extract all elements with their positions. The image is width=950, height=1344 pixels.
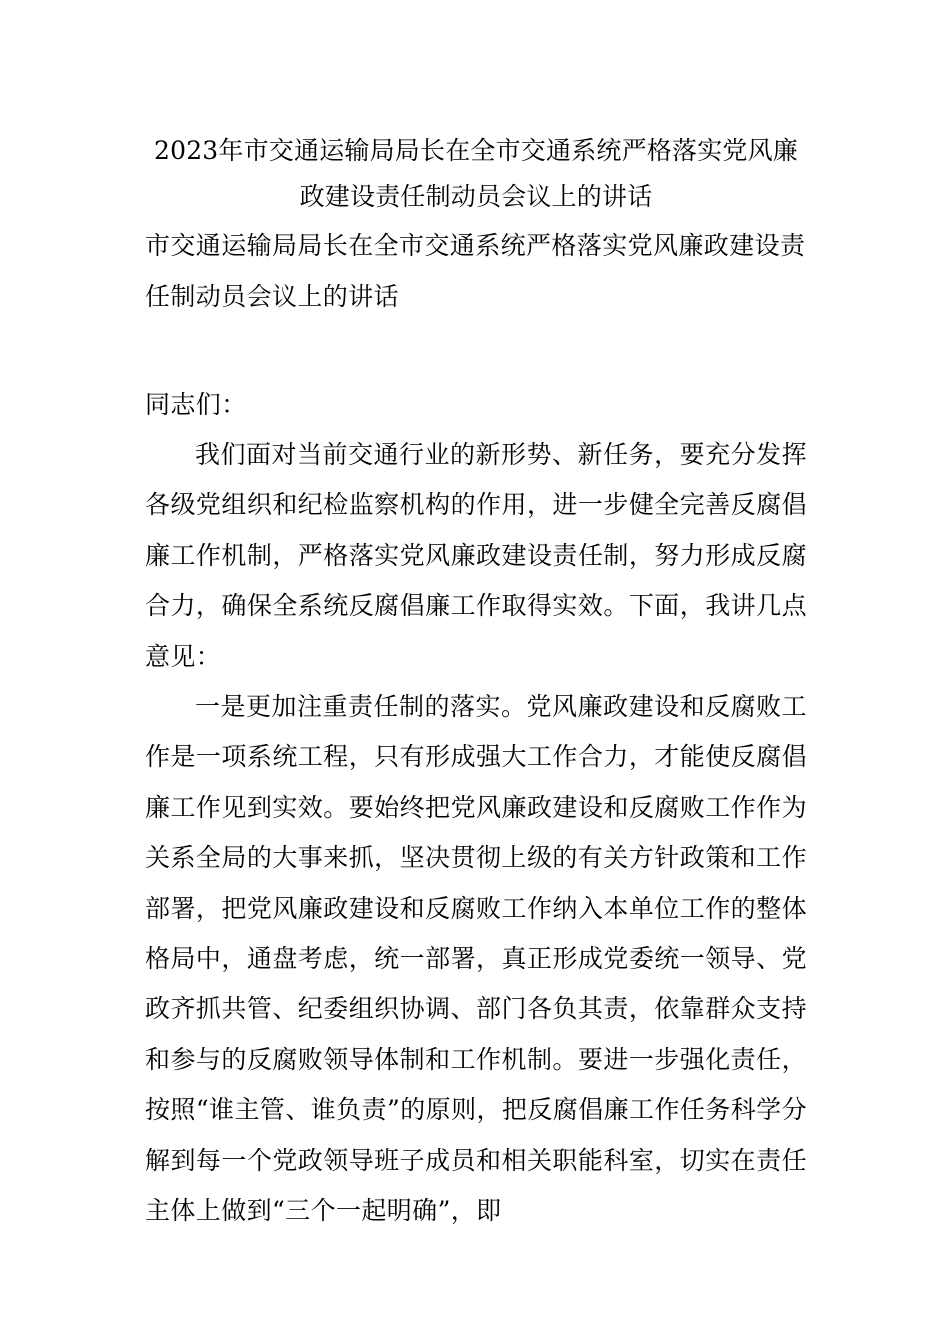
document-body	[145, 128, 807, 1237]
document-subtitle: 市交通运输局局长在全市交通系统严格落实党风廉政建设责任制动员会议上的讲话	[145, 231, 806, 311]
salutation: 同志们：	[145, 390, 247, 419]
paragraph-point-one: 一是更加注重责任制的落实。党风廉政建设和反腐败工作是一项系统工程，只有形成强大工作合力，才能使反腐倡廉工作见到实效。要始终把党风廉政建设和反腐败工作作为关系全局的大事来抓，坚决贯彻上级的有关方针政策和工作部署，把党风廉政建设和反腐败工作纳入本单位工作的整体格局中，通盘考虑，统一部署，真正形成党委统一领导、党政齐抓共管、纪委组织协调、部门各负其责，依靠群众支持和参与的反腐败领导体制和工作机制。要进一步强化责任，按照“谁主管、谁负责”的原则，把反腐倡廉工作任务科学分解到每一个党政领导班子成员和相关职能科室，切实在责任主体上做到“三个一起明确”，即	[145, 692, 807, 1226]
paragraph-intro: 我们面对当前交通行业的新形势、新任务，要充分发挥各级党组织和纪检监察机构的作用，进一步健全完善反腐倡廉工作机制，严格落实党风廉政建设责任制，努力形成反腐合力，确保全系统反腐倡廉工作取得实效。下面，我讲几点意见：	[145, 440, 807, 671]
blank-line	[145, 322, 807, 380]
document-title: 2023年市交通运输局局长在全市交通系统严格落实党风廉政建设责任制动员会议上的讲话	[153, 136, 799, 211]
